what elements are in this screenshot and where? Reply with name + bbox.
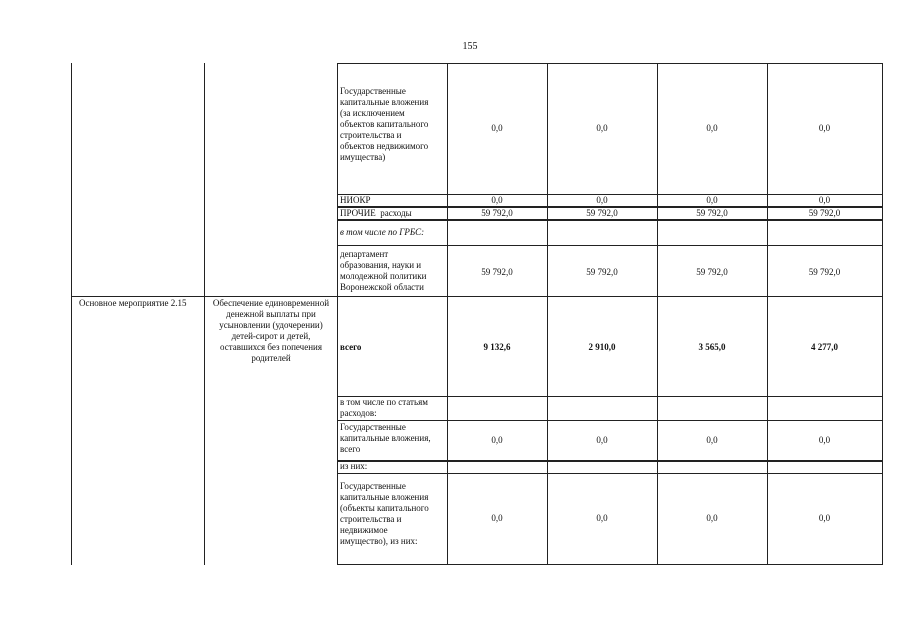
col-divider-4 — [547, 63, 548, 565]
value-cell: 59 792,0 — [481, 208, 513, 218]
value-cell: 59 792,0 — [481, 267, 513, 277]
row-label: НИОКР — [340, 195, 371, 205]
value-cell: 59 792,0 — [586, 267, 618, 277]
value-cell: 0,0 — [491, 195, 503, 205]
description-line: оставшихся без попечения — [220, 342, 322, 352]
row-border — [337, 219, 883, 221]
row-border — [337, 420, 883, 421]
row-label: ПРОЧИЕ расходы — [340, 208, 412, 218]
measure-description — [205, 298, 337, 364]
description-line: денежной выплаты при — [226, 309, 316, 319]
table-border-left — [71, 63, 72, 565]
row-border — [337, 63, 883, 64]
col-divider-2 — [337, 63, 338, 565]
row-border — [337, 564, 883, 565]
value-cell: 0,0 — [706, 435, 718, 445]
value-cell: 59 792,0 — [696, 267, 728, 277]
value-cell: 0,0 — [706, 513, 718, 523]
value-cell: 59 792,0 — [808, 208, 841, 218]
value-cell: 0,0 — [491, 123, 503, 133]
value-cell: 59 792,0 — [586, 208, 618, 218]
row-label: Государственные капитальные вложения, всего — [340, 422, 431, 454]
row-border — [337, 245, 883, 246]
value-cell: 59 792,0 — [696, 208, 728, 218]
value-cell: 0,0 — [818, 513, 831, 523]
row-border — [71, 296, 883, 297]
row-label: всего — [340, 342, 362, 352]
row-label: Государственные капитальные вложения (объекты капитального строительства и недвижимое имущество), из них: — [340, 481, 429, 546]
value-cell: 0,0 — [596, 195, 608, 205]
value-cell: 0,0 — [596, 435, 608, 445]
value-cell: 4 277,0 — [811, 342, 838, 352]
description-line: родителей — [251, 353, 291, 363]
table-border-right — [882, 63, 883, 565]
value-cell: 0,0 — [596, 123, 608, 133]
value-cell: 0,0 — [596, 513, 608, 523]
row-label: в том числе по статьям расходов: — [340, 397, 428, 418]
row-label: Государственные капитальные вложения (за исключением объектов капитального строительства и объектов недвижимого имущества) — [340, 86, 429, 162]
col-divider-6 — [767, 63, 768, 565]
description-line: усыновлении (удочерении) — [219, 320, 323, 330]
value-cell: 3 565,0 — [698, 342, 726, 352]
description-line: Обеспечение единовременной — [212, 298, 330, 308]
value-cell: 0,0 — [491, 435, 503, 445]
row-border — [337, 473, 883, 474]
row-label: в том числе по ГРБС: — [340, 227, 425, 237]
value-cell: 0,0 — [818, 195, 831, 205]
value-cell: 59 792,0 — [808, 267, 841, 277]
description-line: детей-сирот и детей, — [231, 331, 311, 341]
measure-name: Основное мероприятие 2.15 — [79, 298, 187, 308]
value-cell: 9 132,6 — [483, 342, 511, 352]
row-border — [337, 460, 883, 462]
row-label: департамент образования, науки и молодежной политики Воронежской области — [340, 249, 427, 292]
value-cell: 0,0 — [491, 513, 503, 523]
value-cell: 0,0 — [818, 123, 831, 133]
col-divider-5 — [657, 63, 658, 565]
page-number: 155 — [462, 41, 478, 52]
value-cell: 0,0 — [706, 123, 718, 133]
value-cell: 2 910,0 — [588, 342, 616, 352]
value-cell: 0,0 — [706, 195, 718, 205]
value-cell: 0,0 — [818, 435, 831, 445]
row-label: из них: — [340, 461, 368, 471]
col-divider-3 — [447, 63, 448, 565]
